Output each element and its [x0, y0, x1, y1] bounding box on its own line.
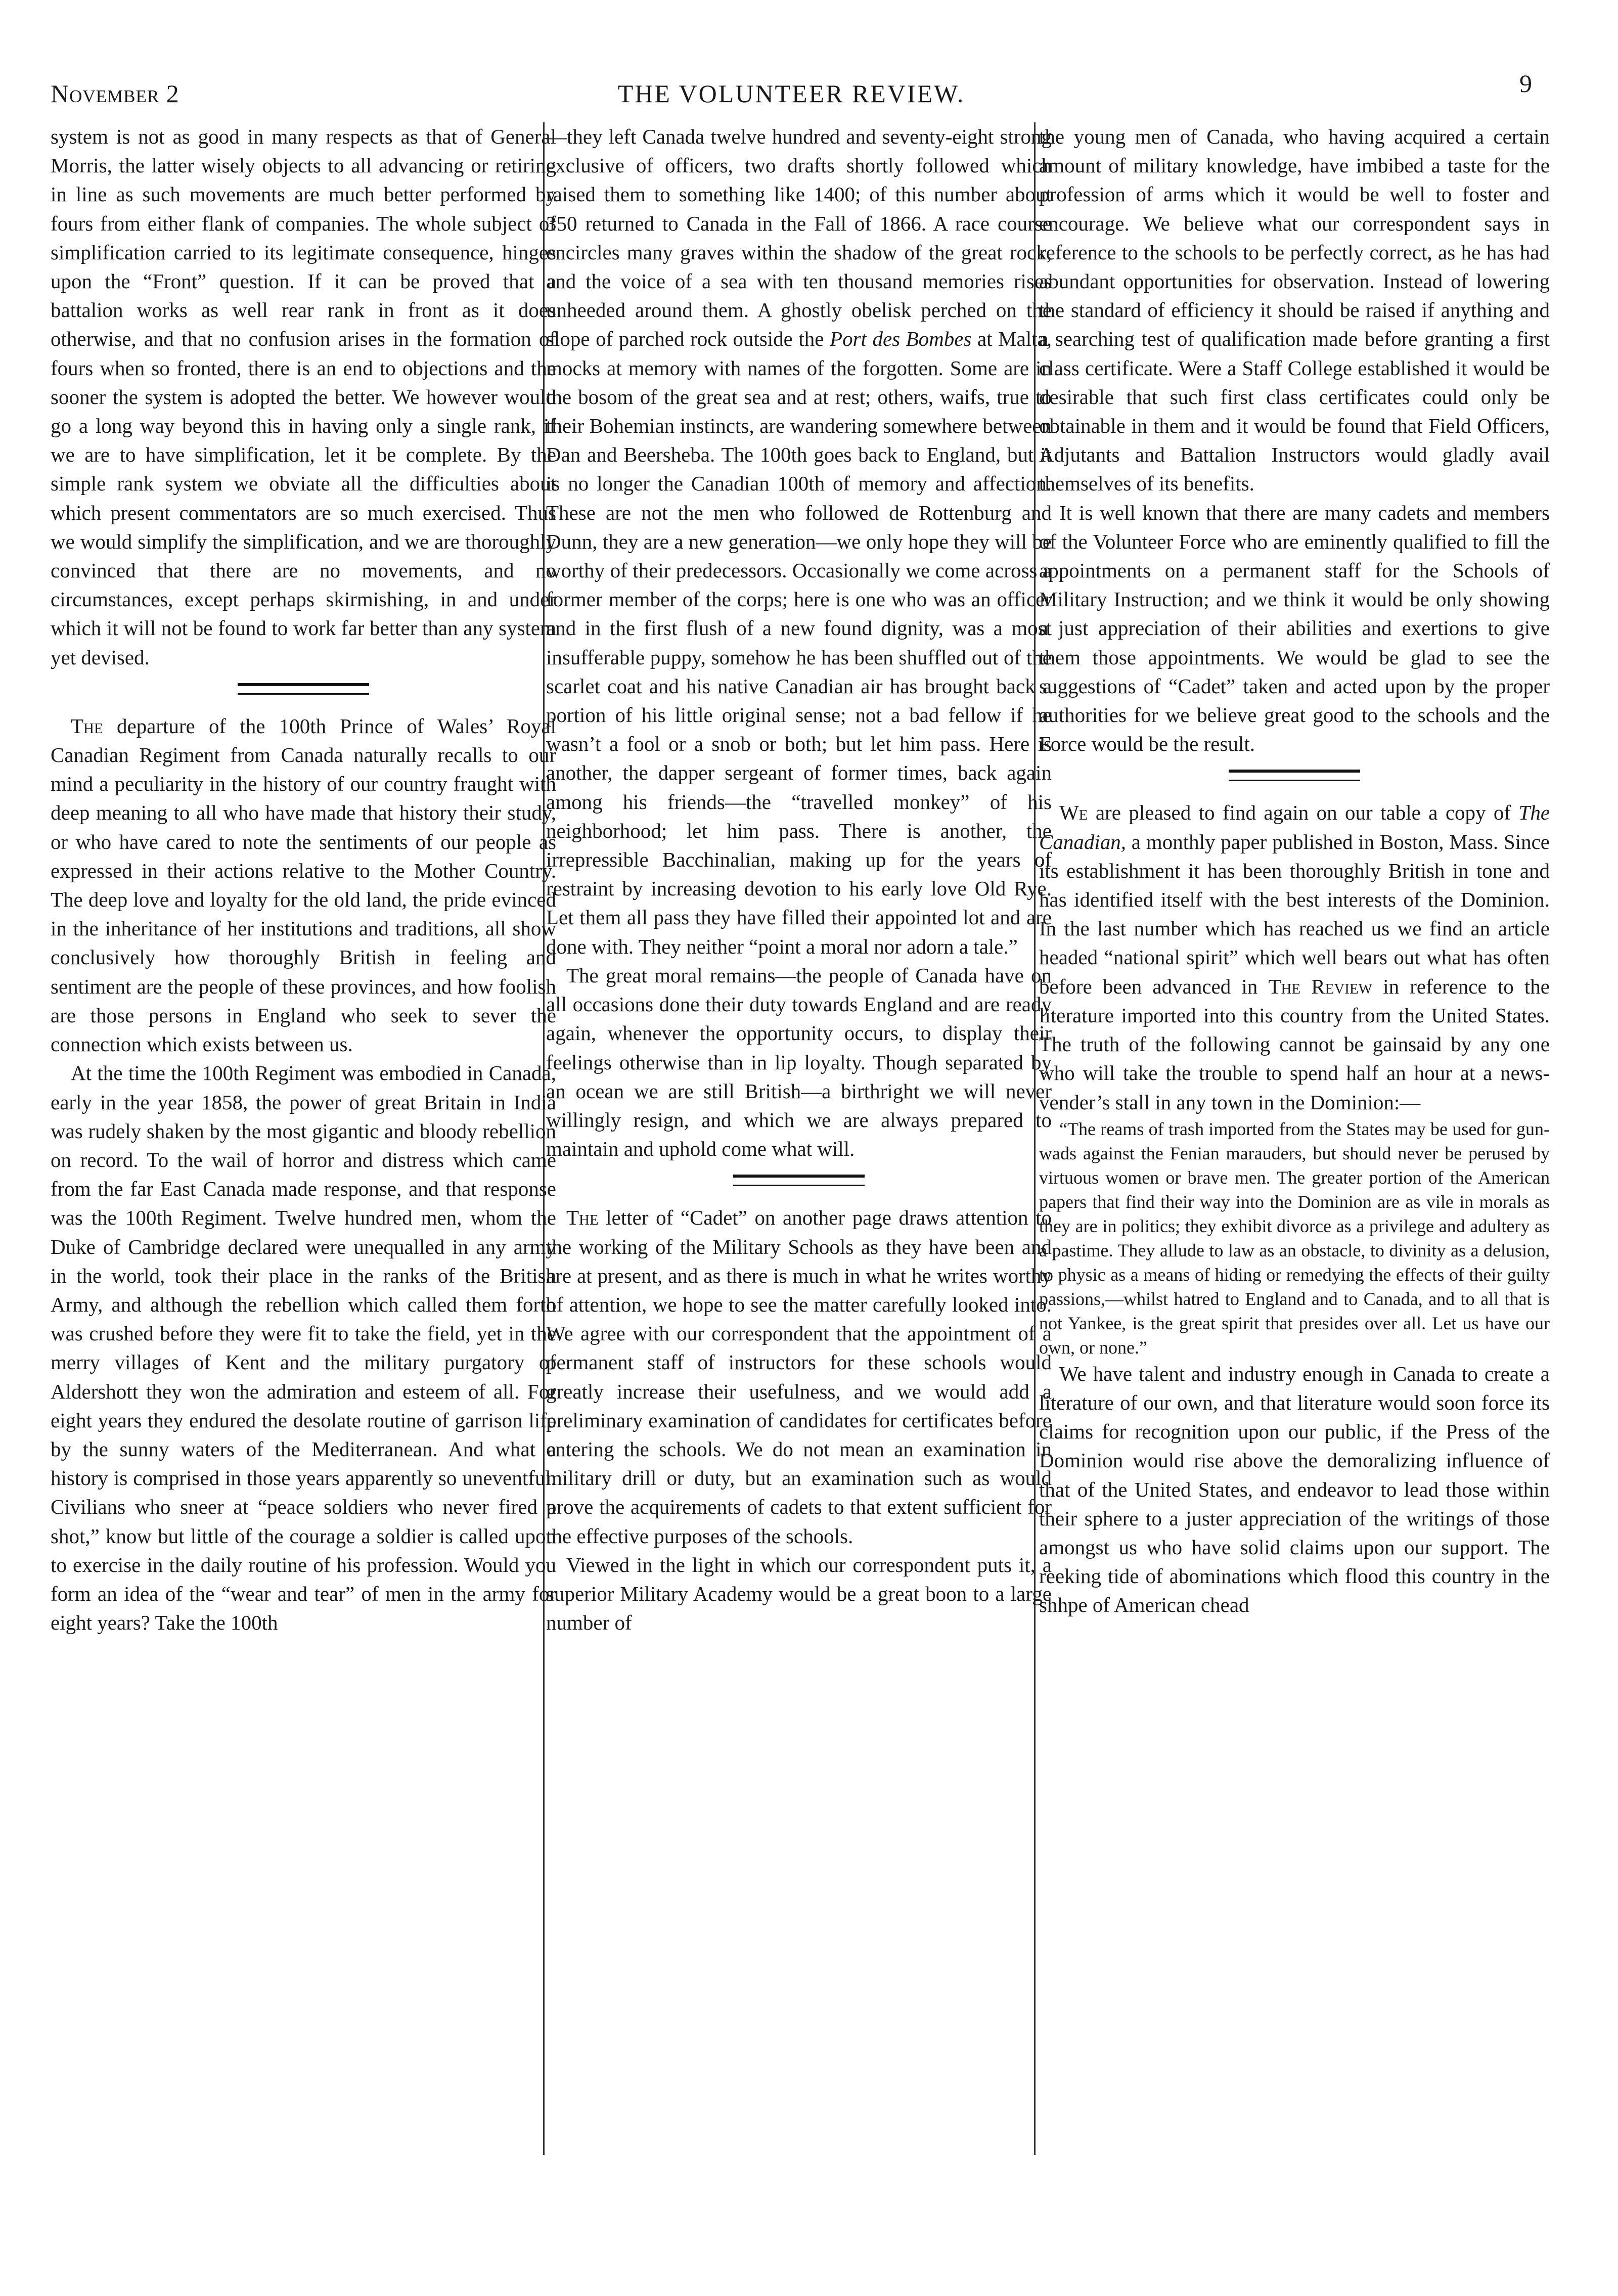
- article-cadet-paragraph: It is well known that there are many cadets and members of the Volunteer Force who are eminently qualified to fill the appointments on a permanent staff for the Schools of Military Instruction; and we think it would be only showing a just appreciation of their abilities and exertions to give them those appointments. We would be glad to see the suggestions of “Cadet” taken and acted upon by the proper authorities for we believe great good to the schools and the Force would be the result.: [1039, 501, 1550, 756]
- publication-title: THE VOLUNTEER REVIEW.: [617, 79, 965, 108]
- page-header: [51, 69, 1532, 111]
- article-cadet-paragraph: The letter of “Cadet” on another page draws attention to the working of the Military Schools as they have been and are at present, and as there is much in what he writes worthy of attention, we hope to see the matter carefully looked into. We agree with our correspondent that the appointment of a permanent staff of instructors for these schools would greatly increase their usefulness, and we would add a preliminary examination of candidates for certificates before entering the schools. We do not mean an examination in military drill or duty, but an examination such as would prove the acquirements of cadets to that extent sufficient for the effective purposes of the schools.: [546, 1206, 1052, 1548]
- publication-name: The Canadian,: [1039, 801, 1550, 853]
- column-3: [1039, 122, 1550, 1620]
- article-separator: [238, 683, 369, 695]
- article-separator: [1229, 770, 1360, 781]
- place-name: Port des Bombes: [830, 327, 972, 351]
- lead-word: The: [71, 714, 103, 738]
- article-canadian-paragraph: We are pleased to find again on our table a copy of The Canadian, a monthly paper published in Boston, Mass. Since its establishment it has been thoroughly British in tone and has identified itself with the best interests of the Dominion. In the last number which has reached us we find an article headed “national spirit” which well bears out what has often before been advanced in The Review in reference to the literature imported into this country from the United States. The truth of the following cannot be gainsaid by any one who will take the trouble to spend half an hour at a news-vender’s stall in any town in the Dominion:—: [1039, 801, 1550, 1114]
- lead-word: We: [1059, 801, 1088, 825]
- column-1: [51, 122, 556, 1637]
- page-number: 9: [1519, 69, 1532, 98]
- issue-date: November 2: [51, 79, 179, 108]
- article-100th-paragraph: At the time the 100th Regiment was embodied in Canada, early in the year 1858, the power of great Britain in India was rudely shaken by the most gigantic and bloody rebellion on record. To the wail of horror and distress which came from the far East Canada made response, and that response was the 100th Regiment. Twelve hundred men, whom the Duke of Cambridge declared were unequalled in any army in the world, took their place in the ranks of the British Army, and although the rebellion which called them forth was crushed before they were fit to take the field, yet in the merry villages of Kent and the military purgatory of Aldershott they won the admiration and esteem of all. For eight years they endured the desolate routine of garrison life by the sunny waters of the Mediterranean. And what a history is comprised in those years apparently so uneventful. Civilians who sneer at “peace soldiers who never fired a shot,” know but little of the courage a soldier is called upon to exercise in the daily routine of his profession. Would you form an idea of the “wear and tear” of men in the army for eight years? Take the 100th: [51, 1061, 556, 1635]
- article-cadet-paragraph: Viewed in the light in which our correspondent puts it, a superior Military Academy would be a great boon to a large number of: [546, 1553, 1052, 1635]
- quoted-passage: “The reams of trash imported from the States may be used for gun-wads against the Fenian marauders, but should never be perused by virtuous women or brave men. The greater portion of the American papers that find their way into the Dominion are as vile in morals as they are in politics; they exhibit divorce as a privilege and adultery as a pastime. They allude to law as an obstacle, to divinity as a delusion, to physic as a means of hiding or remedying the effects of their guilty passions,—whilst hatred to England and to Canada, and to all that is not Yankee, is the great spirit that presides over all. Let us have our own, or none.”: [1039, 1118, 1550, 1358]
- article-100th-paragraph: —they left Canada twelve hundred and seventy-eight strong exclusive of officers, two drafts shortly followed which raised them to something like 1400; of this number about 350 returned to Canada in the Fall of 1866. A race course encircles many graves within the shadow of the great rock, and the voice of a sea with ten thousand memories rises unheeded around them. A ghostly obelisk perched on the slope of parched rock outside the Port des Bombes at Malta, mocks at memory with names of the forgotten. Some are in the bosom of the great sea and at rest; others, waifs, true to their Bohemian instincts, are wandering somewhere between Dan and Beersheba. The 100th goes back to England, but it is no longer the Canadian 100th of memory and affection. These are not the men who followed de Rottenburg and Dunn, they are a new generation—we only hope they will be worthy of their predecessors. Occasionally we come across a former member of the corps; here is one who was an officer and in the first flush of a new found dignity, was a most insufferable puppy, somehow he has been shuffled out of the scarlet coat and his native Canadian air has brought back a portion of his little original sense; not a bad fellow if he wasn’t a fool or a snob or both; but let him pass. Here is another, the dapper sergeant of former times, back again among his friends—the “travelled monkey” of his neighborhood; let him pass. There is another, the irrepressible Bacchinalian, making up for the years of restraint by increasing devotion to his early love Old Rye. Let them all pass they have filled their appointed lot and are done with. They neither “point a moral nor adorn a tale.”: [546, 125, 1052, 958]
- lead-word: The: [566, 1206, 599, 1230]
- article-drill-paragraph: system is not as good in many respects as that of General Morris, the latter wisely objects to all advancing or retiring in line as such movements are much better performed by fours from either flank of companies. The whole subject of simplification carried to its legitimate consequence, hinges upon the “Front” question. If it can be proved that a battalion works as well rear rank in front as it does otherwise, and that no confusion arises in the formation of fours when so fronted, there is an end to objections and the sooner the system is adopted the better. We however would go a long way beyond this in having only a single rank, if we are to have simplification, let it be complete. By the simple rank system we obviate all the difficulties about which present commentators are so much exercised. Thus we would simplify the simplification, and we are thoroughly convinced that there are no movements, and no circumstances, except perhaps skirmishing, in and under which it will not be found to work far better than any system yet devised.: [51, 125, 556, 669]
- article-100th-paragraph: The great moral remains—the people of Canada have on all occasions done their duty towards England and are ready again, whenever the opportunity occurs, to display their feelings otherwise than in lip loyalty. Though separated by an ocean we are still British—a birthright we will never willingly resign, and which we are always prepared to maintain and uphold come what will.: [546, 963, 1052, 1161]
- article-100th-paragraph: The departure of the 100th Prince of Wales’ Royal Canadian Regiment from Canada naturally recalls to our mind a peculiarity in the history of our country fraught with deep meaning to all who have made that history their study, or who have cared to note the sentiments of our people as expressed in their actions relative to the Mother Country. The deep love and loyalty for the old land, the pride evinced in the inheritance of her institutions and traditions, all show conclusively how thoroughly British in feeling and sentiment are the people of these provinces, and how foolish are those persons in England who seek to sever the connection which exists between us.: [51, 714, 556, 1056]
- article-separator: [733, 1175, 865, 1186]
- article-canadian-paragraph: We have talent and industry enough in Canada to create a literature of our own, and that literature would soon force its claims for recognition upon our public, if the Press of the Dominion would rise above the demoralizing influence of that of the United States, and endeavor to lead those within their sphere to a juster appreciation of the writings of those amongst us who have solid claims upon our support. The reeking tide of abominations which flood this country in the shhpe of American chead: [1039, 1362, 1550, 1617]
- column-2: [546, 122, 1052, 1637]
- article-cadet-paragraph: the young men of Canada, who having acquired a certain amount of military knowledge, have imbibed a taste for the profession of arms which it would be well to foster and encourage. We believe what our correspondent says in reference to the schools to be perfectly correct, as he has had abundant opportunities for observation. Instead of lowering the standard of efficiency it should be raised if anything and a searching test of qualification made before granting a first class certificate. Were a Staff College established it would be desirable that such first class certificates could only be obtainable in them and it would be found that Field Officers, Adjutants and Battalion Instructors would gladly avail themselves of its benefits.: [1039, 125, 1550, 496]
- review-name: The Review: [1268, 974, 1373, 998]
